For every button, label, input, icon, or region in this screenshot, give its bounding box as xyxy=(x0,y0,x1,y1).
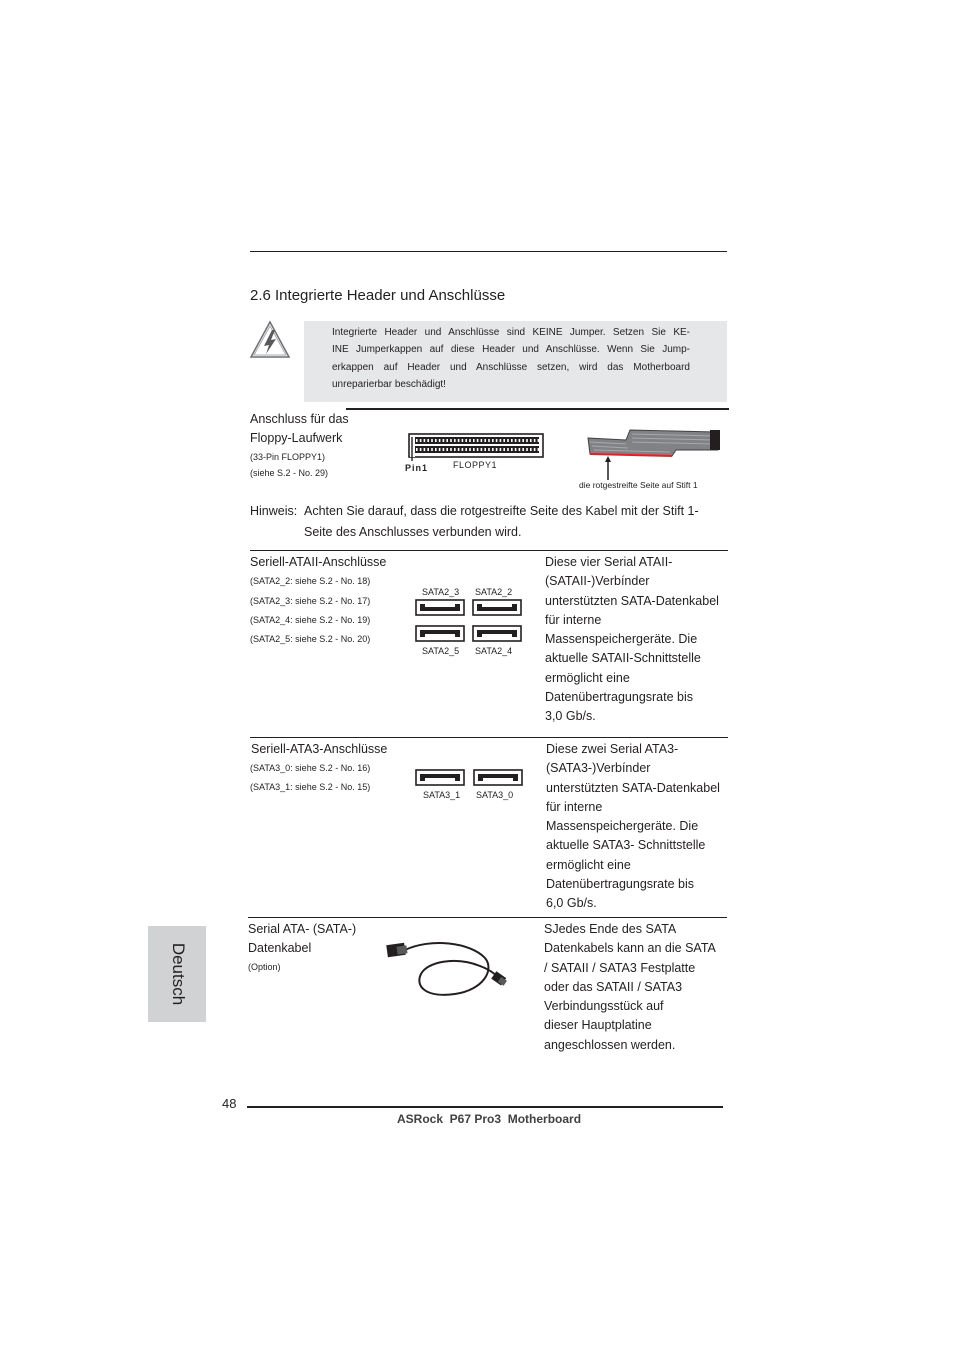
sata-port-icon xyxy=(415,599,465,616)
floppy-title-line: Floppy-Laufwerk xyxy=(250,431,343,446)
sata3-ref: (SATA3_0: siehe S.2 - No. 16) xyxy=(250,763,371,773)
floppy-pin xyxy=(496,448,498,451)
page-number: 48 xyxy=(222,1096,237,1111)
section-title: 2.6 Integrierte Header und Anschlüsse xyxy=(250,287,506,304)
floppy-pin xyxy=(431,448,433,451)
sata3-desc-line: unterstützten SATA-Datenkabel xyxy=(546,780,720,795)
floppy-pin xyxy=(530,439,532,442)
floppy-pin xyxy=(526,448,528,451)
cable-title-line: Datenkabel xyxy=(248,941,312,956)
floppy-pin xyxy=(492,448,494,451)
cable-desc-line: Datenkabels kann an die SATA xyxy=(544,941,716,956)
port-label-sata2-3: SATA2_3 xyxy=(422,587,460,597)
sata3-refs xyxy=(250,759,370,797)
floppy-header-diagram xyxy=(408,433,546,463)
sata-port-icon xyxy=(472,599,522,616)
floppy-pin xyxy=(431,439,433,442)
floppy-pin xyxy=(420,448,422,451)
cable-desc-line: SJedes Ende des SATA xyxy=(544,922,677,936)
floppy-ref: (33-Pin FLOPPY1) xyxy=(250,452,326,462)
side-tab-label: Deutsch xyxy=(169,942,188,1006)
cable-description xyxy=(544,920,716,1055)
floppy-pin xyxy=(511,448,513,451)
sata2-title: Seriell-ATAII-Anschlüsse xyxy=(250,555,387,569)
pin1-label: Pin1 xyxy=(405,463,429,473)
sata2-desc-line: 3,0 Gb/s. xyxy=(545,709,596,724)
floppy-pin xyxy=(416,448,418,451)
warning-line: Integrierte Header und Anschlüsse sind KEINE Jumper. Setzen Sie KE- xyxy=(332,327,690,338)
floppy-pin xyxy=(462,439,464,442)
floppy-pin xyxy=(534,439,536,442)
floppy-pin xyxy=(496,439,498,442)
floppy-pin xyxy=(439,439,441,442)
sata2-desc-line: aktuelle SATAII-Schnittstelle xyxy=(545,651,701,666)
floppy-pin xyxy=(465,439,467,442)
floppy-pin xyxy=(492,439,494,442)
floppy-pin xyxy=(530,448,532,451)
floppy-pin xyxy=(424,439,426,442)
sata2-desc-line: ermöglicht eine xyxy=(545,670,630,685)
cable-title xyxy=(248,920,356,959)
header-rule xyxy=(250,251,727,252)
floppy-pin xyxy=(500,439,502,442)
floppy-refs xyxy=(250,449,328,481)
port-label-sata3-1: SATA3_1 xyxy=(423,790,461,800)
floppy-ref: (siehe S.2 - No. 29) xyxy=(250,468,329,478)
sata2-desc-line: (SATAII-)Verbínder xyxy=(545,574,650,589)
floppy-pin xyxy=(446,439,448,442)
floppy-pin xyxy=(454,448,456,451)
floppy-pin xyxy=(519,439,521,442)
sata-port-icon xyxy=(472,625,522,642)
floppy-pin xyxy=(515,439,517,442)
floppy-pin xyxy=(477,448,479,451)
floppy-pin xyxy=(450,439,452,442)
floppy-pin xyxy=(427,439,429,442)
floppy-pin xyxy=(481,448,483,451)
cable-option: (Option) xyxy=(248,962,281,972)
sata3-desc-line: für interne xyxy=(546,799,603,814)
floppy-pin xyxy=(488,439,490,442)
port-label-sata3-0: SATA3_0 xyxy=(476,790,514,800)
sata-port-icon xyxy=(415,625,465,642)
floppy-pin xyxy=(450,448,452,451)
sata3-desc-line: (SATA3-)Verbínder xyxy=(546,761,651,776)
floppy-pin xyxy=(427,448,429,451)
sata3-desc-line: Massenspeichergeräte. Die xyxy=(546,819,699,834)
floppy-pin xyxy=(443,448,445,451)
sata3-rule xyxy=(250,737,728,738)
floppy-pin xyxy=(534,448,536,451)
sata3-port-icon xyxy=(473,769,523,786)
cable-rule xyxy=(248,917,727,918)
floppy-title-line: Anschluss für das xyxy=(250,412,349,426)
floppy-pin xyxy=(458,448,460,451)
cable-title-line: Serial ATA- (SATA-) xyxy=(248,922,357,936)
sata2-desc-line: Diese vier Serial ATAII- xyxy=(545,555,673,569)
floppy-pin xyxy=(473,439,475,442)
floppy-rule xyxy=(346,408,729,410)
floppy-pin xyxy=(435,448,437,451)
floppy-pin xyxy=(503,448,505,451)
floppy-pin xyxy=(538,448,540,451)
cable-desc-line: Verbindungsstück auf xyxy=(544,999,664,1014)
sata2-desc-line: unterstützten SATA-Datenkabel xyxy=(545,593,719,608)
note-line: Seite des Anschlusses verbunden wird. xyxy=(304,525,522,539)
floppy-pin xyxy=(500,448,502,451)
sata2-desc-line: Datenübertragungsrate bis xyxy=(545,690,694,705)
sata3-ref: (SATA3_1: siehe S.2 - No. 15) xyxy=(250,782,371,792)
floppy-cable-caption: die rotgestreifte Seite auf Stift 1 xyxy=(579,480,698,490)
sata2-desc-line: Massenspeichergeräte. Die xyxy=(545,632,698,647)
floppy-pin xyxy=(465,448,467,451)
floppy-pin xyxy=(503,439,505,442)
floppy-pin xyxy=(435,439,437,442)
floppy-pin xyxy=(522,448,524,451)
floppy-pin xyxy=(488,448,490,451)
warning-triangle-icon xyxy=(249,320,291,360)
cable-desc-line: angeschlossen werden. xyxy=(544,1037,676,1052)
floppy-pin xyxy=(473,448,475,451)
floppy-pin xyxy=(439,448,441,451)
note-line: Achten Sie darauf, dass die rotgestreifte Seite des Kabel mit der Stift 1- xyxy=(304,504,699,518)
sata2-rule xyxy=(250,550,728,551)
sata2-ref: (SATA2_3: siehe S.2 - No. 17) xyxy=(250,596,371,606)
floppy-pin xyxy=(519,448,521,451)
sata3-title: Seriell-ATA3-Anschlüsse xyxy=(251,742,388,756)
floppy-title xyxy=(250,410,349,449)
warning-line: unreparierbar beschädigt! xyxy=(332,378,446,390)
sata3-desc-line: Datenübertragungsrate bis xyxy=(546,877,695,892)
sata3-desc-line: Diese zwei Serial ATA3- xyxy=(546,742,679,756)
floppy-pin xyxy=(424,448,426,451)
sata2-desc-line: für interne xyxy=(545,612,602,627)
cable-desc-line: oder das SATAII / SATA3 xyxy=(544,979,683,994)
floppy-pin xyxy=(526,439,528,442)
floppy-pin xyxy=(507,439,509,442)
floppy-connector-label: FLOPPY1 xyxy=(453,460,498,470)
warning-line: erkappen auf Header und Anschlüsse setzen, wird das Motherboard xyxy=(332,361,690,373)
cable-desc-line: dieser Hauptplatine xyxy=(544,1018,652,1033)
floppy-pin xyxy=(477,439,479,442)
port-label-sata2-4: SATA2_4 xyxy=(475,646,513,656)
floppy-pin xyxy=(469,439,471,442)
floppy-pin xyxy=(416,439,418,442)
sata2-ref: (SATA2_5: siehe S.2 - No. 20) xyxy=(250,634,371,644)
floppy-pin xyxy=(484,448,486,451)
sata2-refs xyxy=(250,572,370,649)
warning-line: INE Jumperkappen auf diese Header und Anschlüsse. Wenn Sie Jump- xyxy=(332,344,690,356)
sata3-desc-line: aktuelle SATA3- Schnittstelle xyxy=(546,838,706,853)
note-text xyxy=(304,501,699,543)
floppy-pin xyxy=(469,448,471,451)
floppy-pin xyxy=(507,448,509,451)
sata2-ref: (SATA2_4: siehe S.2 - No. 19) xyxy=(250,615,371,625)
floppy-pin xyxy=(420,439,422,442)
floppy-pin xyxy=(481,439,483,442)
note-label: Hinweis: xyxy=(250,504,298,518)
floppy-pin xyxy=(484,439,486,442)
sata2-description xyxy=(545,553,719,727)
port-label-sata2-5: SATA2_5 xyxy=(422,646,460,656)
footer-product: ASRock P67 Pro3 Motherboard xyxy=(397,1112,582,1126)
footer-rule xyxy=(247,1106,723,1108)
cable-desc-line: / SATAII / SATA3 Festplatte xyxy=(544,960,696,975)
port-label-sata2-2: SATA2_2 xyxy=(475,587,513,597)
floppy-pin xyxy=(458,439,460,442)
floppy-pin xyxy=(446,448,448,451)
floppy-cable-image xyxy=(586,428,722,472)
floppy-pin xyxy=(538,439,540,442)
floppy-pin xyxy=(443,439,445,442)
sata-cable-image xyxy=(385,938,515,1000)
sata3-desc-line: 6,0 Gb/s. xyxy=(546,896,597,911)
floppy-pin xyxy=(515,448,517,451)
floppy-pin xyxy=(522,439,524,442)
sata2-ref: (SATA2_2: siehe S.2 - No. 18) xyxy=(250,576,371,586)
floppy-pin xyxy=(454,439,456,442)
floppy-pin xyxy=(511,439,513,442)
sata3-description xyxy=(546,740,720,914)
floppy-pin xyxy=(462,448,464,451)
sata3-desc-line: ermöglicht eine xyxy=(546,857,631,872)
sata3-port-icon xyxy=(415,769,465,786)
warning-text xyxy=(332,324,690,393)
